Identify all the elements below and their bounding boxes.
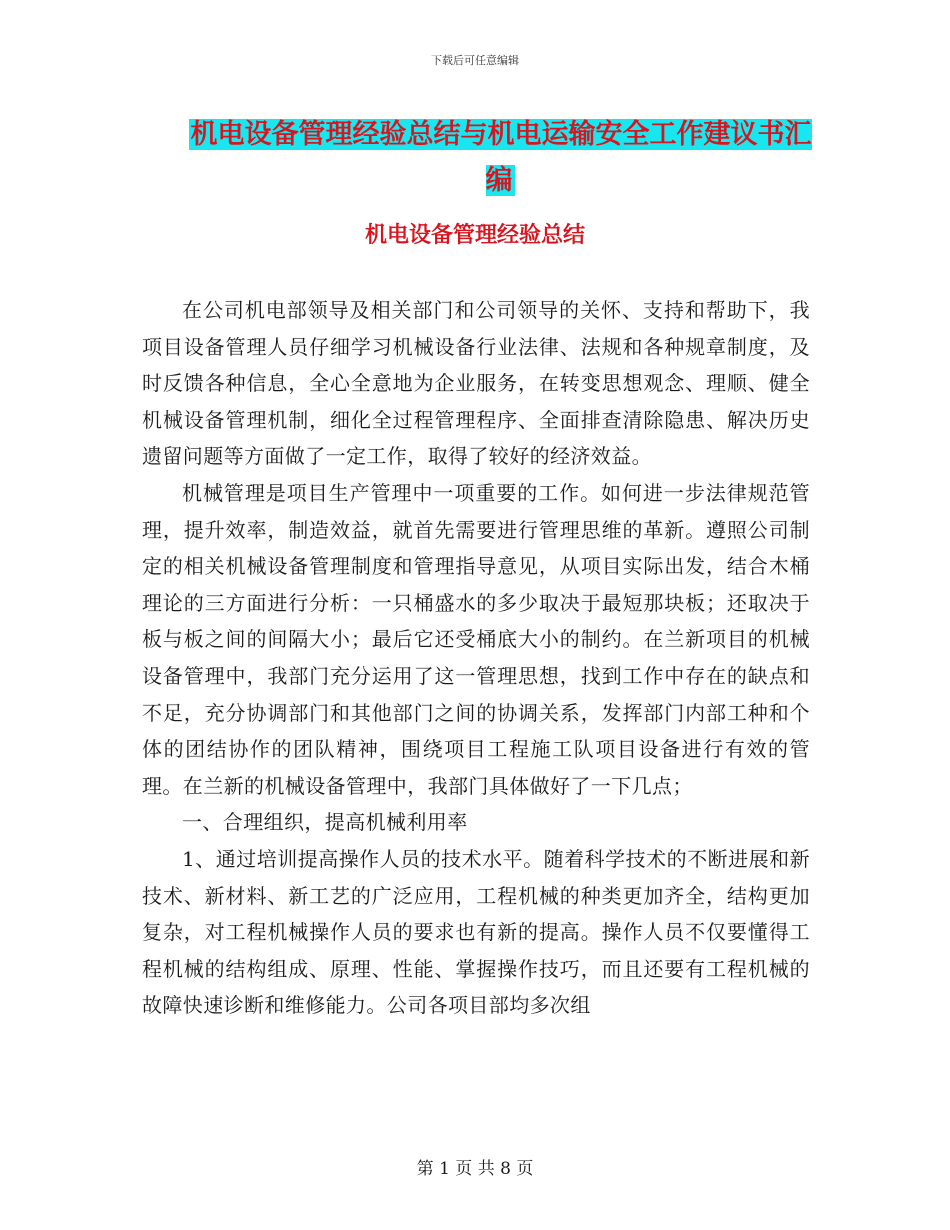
section-title: 机电设备管理经验总结 <box>364 223 585 248</box>
page-number: 第 1 页 共 8 页 <box>416 1159 534 1179</box>
subheading-organization: 一、合理组织，提高机械利用率 <box>182 810 468 835</box>
paragraph-training: 1、通过培训提高操作人员的技术水平。随着科学技术的不断进展和新技术、新材料、新工艺的广泛应用，工程机械的种类更加齐全，结构更加复杂，对工程机械操作人员的要求也有新的提高。操作人员不仅要懂得工程机械的结构组成、原理、性能、掌握操作技巧，而且还要有工程机械的故障快速诊断和维修能力。公司各项目部均多次组 <box>142 846 810 1018</box>
paragraph-management: 机械管理是项目生产管理中一项重要的工作。如何进一步法律规范管理，提升效率，制造效益，就首先需要进行管理思维的革新。遵照公司制定的相关机械设备管理制度和管理指导意见，从项目实际出发，结合木桶理论的三方面进行分析：一只桶盛水的多少取决于最短那块板；还取决于板与板之间的间隔大小；最后它还受桶底大小的制约。在兰新项目的机械设备管理中，我部门充分运用了这一管理思想，找到工作中存在的缺点和不足，充分协调部门和其他部门之间的协调关系，发挥部门内部工种和个体的团结协作的团队精神，围绕项目工程施工队项目设备进行有效的管理。在兰新的机械设备管理中，我部门具体做好了一下几点； <box>142 480 810 798</box>
document-title-text: 机电设备管理经验总结与机电运输安全工作建议书汇编 <box>190 119 812 196</box>
paragraph-intro: 在公司机电部领导及相关部门和公司领导的关怀、支持和帮助下，我项目设备管理人员仔细学习机械设备行业法律、法规和各种规章制度，及时反馈各种信息，全心全意地为企业服务，在转变思想观念、理顺、健全机械设备管理机制，细化全过程管理程序、全面排查清除隐患、解决历史遗留问题等方面做了一定工作，取得了较好的经济效益。 <box>142 298 810 469</box>
document-title <box>185 112 815 204</box>
page-header-note: 下载后可任意编辑 <box>431 54 519 67</box>
document-body <box>142 292 810 1024</box>
